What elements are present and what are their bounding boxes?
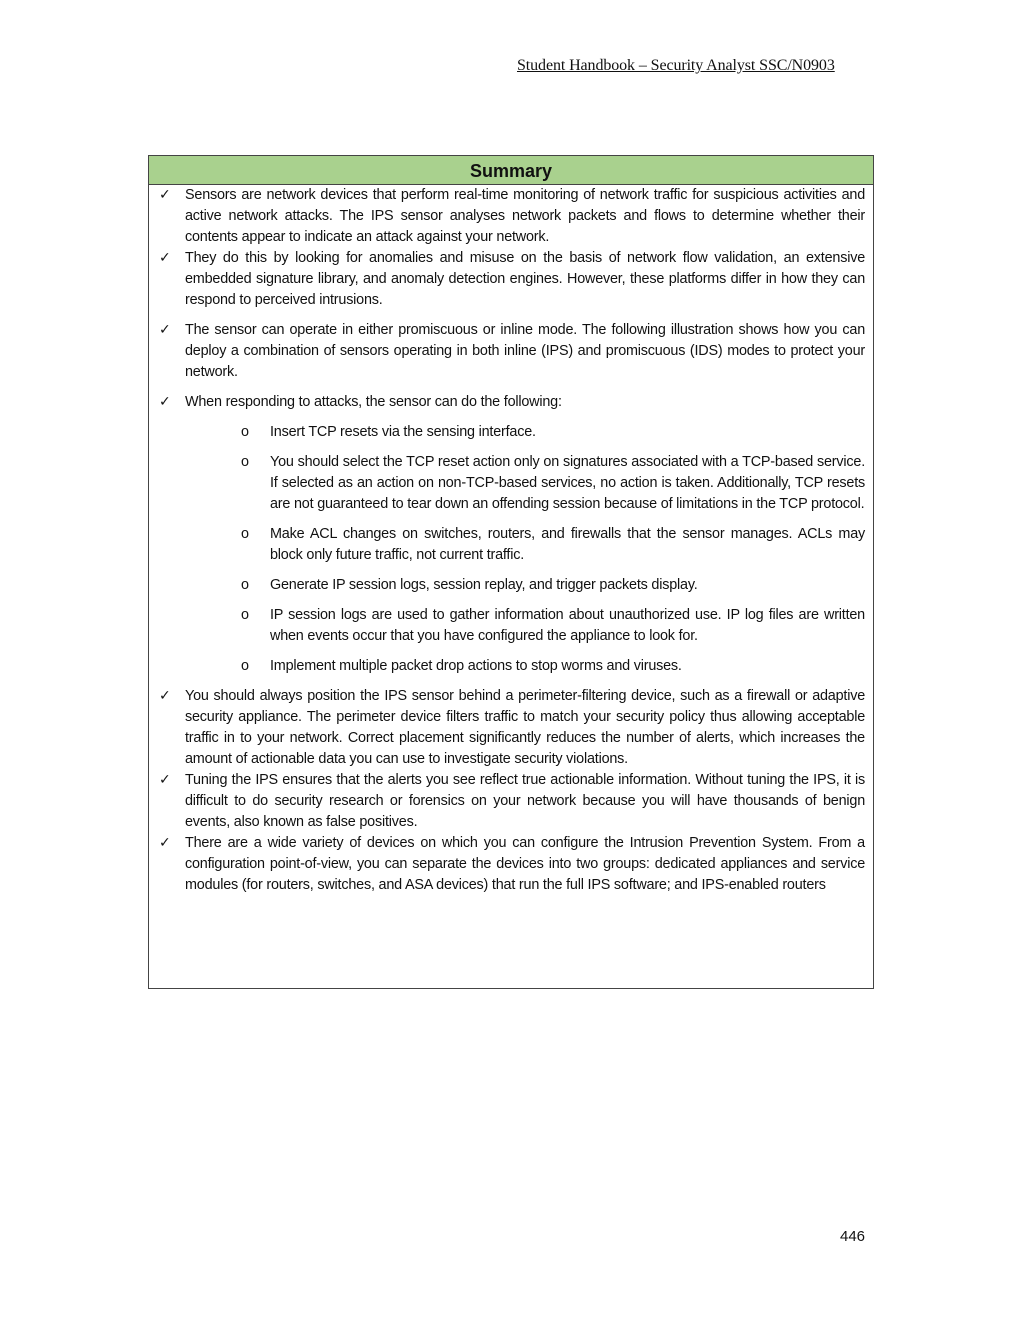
summary-box [148,155,874,989]
sub-bullet [159,656,865,677]
bullet-text: When responding to attacks, the sensor can do the following: [185,394,562,410]
sub-bullet [159,575,865,596]
summary-bullet [159,770,865,833]
sub-bullet-text: Generate IP session logs, session replay, and trigger packets display. [270,577,698,593]
bullet-text: Tuning the IPS ensures that the alerts you see reflect true actionable information. Without tuning the IPS, it is difficult to do security research or forensics on your network because you will have thousands of benign events, also known as false positives. [185,772,865,830]
sub-bullet [159,524,865,566]
circle-bullet-icon: o [241,424,250,440]
sub-bullet [159,422,865,443]
summary-content [149,185,873,896]
checkmark-icon: ✓ [159,187,171,203]
summary-bullet [159,686,865,770]
bullet-text: There are a wide variety of devices on which you can configure the Intrusion Prevention System. From a configuration point-of-view, you can separate the devices into two groups: dedicated appliances and service modules (for routers, switches, and ASA devices) that run the full IPS software; and IPS-enabled routers [185,835,865,893]
checkmark-icon: ✓ [159,688,171,704]
circle-bullet-icon: o [241,526,250,542]
circle-bullet-icon: o [241,577,250,593]
sub-bullet-text: Implement multiple packet drop actions to stop worms and viruses. [270,658,682,674]
checkmark-icon: ✓ [159,322,171,338]
circle-bullet-icon: o [241,658,250,674]
checkmark-icon: ✓ [159,835,171,851]
sub-bullet-text: Insert TCP resets via the sensing interface. [270,424,536,440]
summary-bullet [159,320,865,383]
bullet-text: The sensor can operate in either promiscuous or inline mode. The following illustration shows how you can deploy a combination of sensors operating in both inline (IPS) and promiscuous (IDS) modes to protect your network. [185,322,865,380]
circle-bullet-icon: o [241,607,250,623]
summary-bullet [159,833,865,896]
summary-bullet [159,185,865,248]
sub-bullet-text: IP session logs are used to gather information about unauthorized use. IP log files are written when events occur that you have configured the appliance to look for. [270,607,865,644]
sub-bullet [159,452,865,515]
running-header: Student Handbook – Security Analyst SSC/N0903 [517,57,835,74]
sub-bullet [159,605,865,647]
checkmark-icon: ✓ [159,250,171,266]
bullet-text: Sensors are network devices that perform real-time monitoring of network traffic for suspicious activities and active network attacks. The IPS sensor analyses network packets and flows to determine whether their contents appear to indicate an attack against your network. [185,187,865,245]
checkmark-icon: ✓ [159,394,171,410]
summary-bullet [159,392,865,413]
sub-bullet-text: You should select the TCP reset action only on signatures associated with a TCP-based service. If selected as an action on non-TCP-based services, no action is taken. Additionally, TCP resets are not guaranteed to tear down an offending session because of limitations in the TCP protocol. [270,454,865,512]
bullet-text: They do this by looking for anomalies and misuse on the basis of network flow validation, an extensive embedded signature library, and anomaly detection engines. However, these platforms differ in how they can respond to perceived intrusions. [185,250,865,308]
checkmark-icon: ✓ [159,772,171,788]
bullet-text: You should always position the IPS sensor behind a perimeter-filtering device, such as a firewall or adaptive security appliance. The perimeter device filters traffic to match your security policy thus allowing acceptable traffic in to your network. Correct placement significantly reduces the number of alerts, which increases the amount of actionable data you can use to investigate security violations. [185,688,865,767]
summary-bullet [159,248,865,311]
page-number: 446 [840,1228,866,1245]
summary-title: Summary [149,156,873,185]
circle-bullet-icon: o [241,454,250,470]
sub-bullet-text: Make ACL changes on switches, routers, and firewalls that the sensor manages. ACLs may block only future traffic, not current traffic. [270,526,865,563]
